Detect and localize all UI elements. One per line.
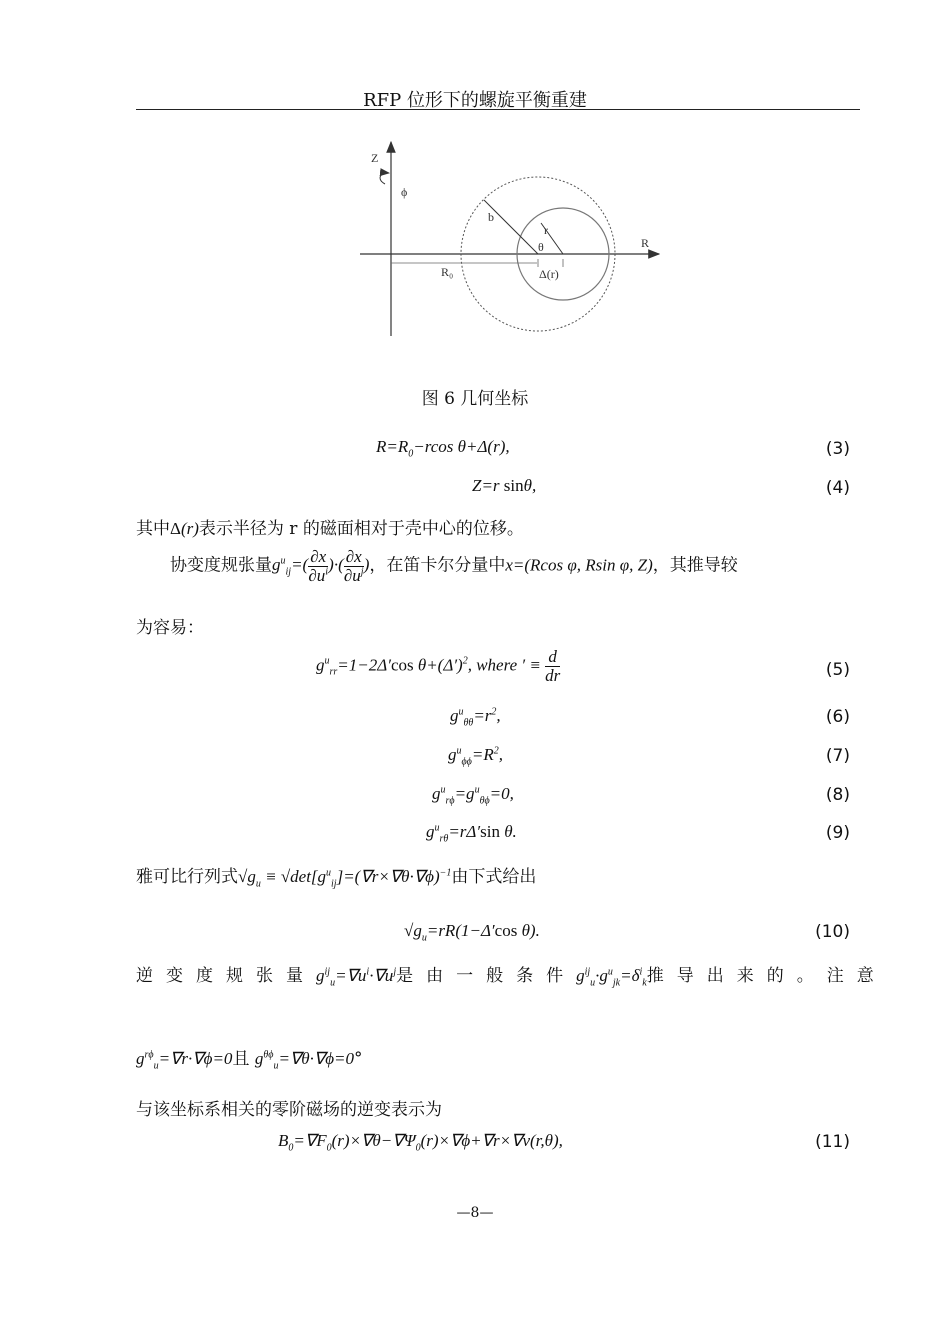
- paragraph-jacobian: 雅可比行列式$√g_u \equiv √\det[g^u_{ij}]=(\nabla r\times\nabla\theta\cdot\nabla\phi)^{-1}$由下式给出: [136, 867, 537, 890]
- paragraph-magnetic-field: 与该坐标系相关的零阶磁场的逆变表示为: [136, 1100, 442, 1120]
- equation-9-number: (9): [825, 823, 850, 843]
- header-rule: [136, 109, 860, 110]
- equation-6-number: (6): [825, 707, 850, 727]
- equation-5: $g^u_{rr}=1-2\Delta'\cos$ $\theta+(\Delta')^2$, where ′ ≡ $\frac{d}{dr}$: [316, 647, 561, 685]
- paragraph-easy: 为容易：: [136, 618, 204, 638]
- equation-9: $g^u_{r\theta}=r\Delta'\sin$ θ.: [426, 822, 517, 845]
- equation-3: $R=R_0-rcos$ θ+Δ(r),: [376, 437, 510, 460]
- paragraph-covariant-metric: 协变度规张量$g^u_{ij}=$( $\frac{\partial x}{\partial u^i}$ )·( $\frac{\partial x}{\partial u^j}$ )，在笛卡尔分量中x=(Rcos φ, Rsin φ, Z)，其推导较: [170, 547, 738, 585]
- equation-4-number: (4): [825, 478, 850, 498]
- equation-5-number: (5): [825, 660, 850, 680]
- paragraph-orthogonality: $g^{r\phi}_u=\nabla r\cdot\nabla\phi=0$且 $g^{\theta\phi}_u=\nabla\theta\cdot\nabla\phi=0^\circ$: [136, 1049, 363, 1072]
- paragraph-contravariant: 逆变度规张量$g^{ij}_u=\nabla u^i\cdot\nabla u^j$是由一般条件$g^{ij}_u\cdot g^u_{jk}=\delta^i_k$推导出来的。注意: [136, 966, 887, 989]
- page-number: —8—: [456, 1205, 494, 1221]
- equation-10: $√g_u=rR(1-\Delta'\cos$ θ).: [404, 921, 540, 944]
- equation-10-number: (10): [815, 922, 850, 942]
- r-label: r: [544, 223, 548, 237]
- b-label: b: [488, 210, 494, 224]
- z-label: Z: [371, 151, 379, 165]
- running-header: RFP 位形下的螺旋平衡重建: [363, 90, 587, 111]
- equation-8: $g^u_{r\phi}=g^u_{\theta\phi}=0$,: [432, 784, 514, 807]
- theta-label: θ: [538, 240, 544, 254]
- equation-11-number: (11): [815, 1132, 850, 1152]
- equation-6: $g^u_{\theta\theta}=r^2$,: [450, 706, 501, 729]
- equation-11: $B_0=\nabla F_0(r)\times\nabla\theta-\nabla\Psi_0(r)\times\nabla\phi+\nabla r\times\nabla\nu(r,\theta)$,: [278, 1131, 563, 1154]
- r0-label: R₀: [441, 265, 454, 279]
- paragraph-displacement: 其中Δ(r)表示半径为 r 的磁面相对于壳中心的位移。: [136, 519, 524, 539]
- phi-rotation-arrow: [380, 173, 389, 184]
- equation-4: Z=r sinθ,: [472, 476, 537, 495]
- equation-8-number: (8): [825, 785, 850, 805]
- equation-7-number: (7): [825, 746, 850, 766]
- phi-label: ϕ: [401, 185, 408, 199]
- radius-b-line: [484, 200, 538, 254]
- equation-7: $g^u_{\phi\phi}=R^2$,: [448, 745, 503, 768]
- geometry-figure: [355, 140, 675, 345]
- r-axis-label: R: [641, 236, 650, 250]
- equation-3-number: (3): [825, 439, 850, 459]
- figure-caption: 图 6 几何坐标: [421, 389, 529, 409]
- delta-label: Δ(r): [539, 267, 559, 281]
